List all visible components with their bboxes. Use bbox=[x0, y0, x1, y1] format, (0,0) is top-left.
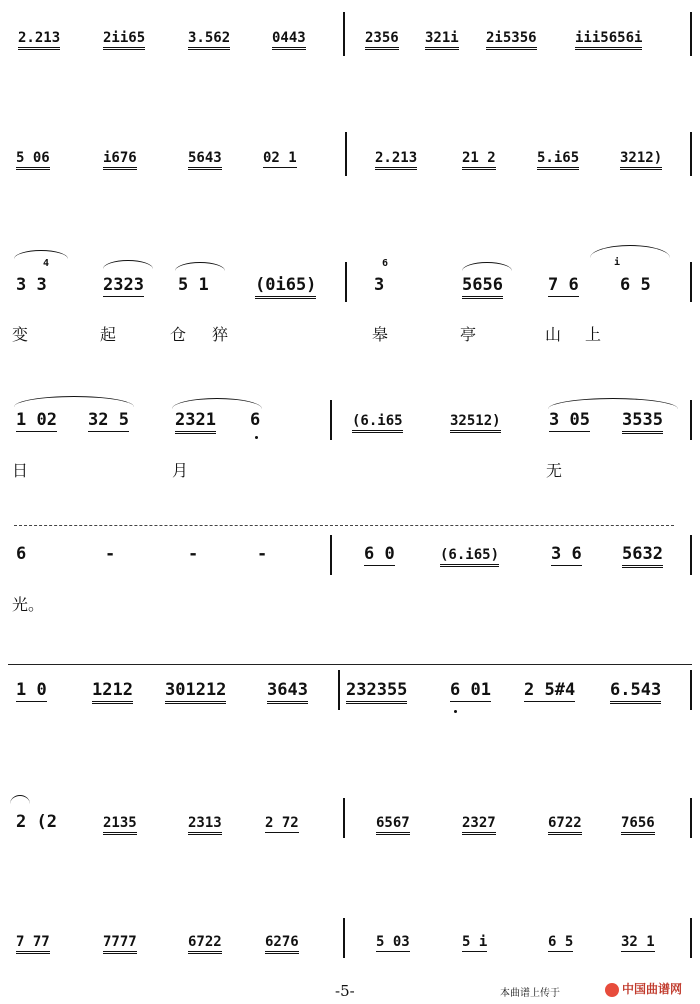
dash: - bbox=[188, 544, 199, 564]
note-group: 2 5#4 bbox=[524, 680, 576, 700]
note-group: 321i bbox=[425, 30, 459, 50]
note-group: 2313 bbox=[188, 815, 222, 835]
site-logo-icon bbox=[605, 983, 619, 997]
barline bbox=[343, 798, 345, 838]
lyric: 猝 bbox=[212, 325, 229, 344]
note-group: 5 i bbox=[462, 934, 488, 950]
barline bbox=[690, 918, 692, 958]
note-group: 2.213 bbox=[375, 150, 417, 170]
note-group: 6 5 bbox=[620, 275, 651, 295]
lower-octave-dot bbox=[255, 436, 258, 439]
note-group: 2135 bbox=[103, 815, 137, 835]
barline bbox=[330, 535, 332, 575]
note-group: 301212 bbox=[165, 680, 226, 704]
note-group: 3643 bbox=[267, 680, 308, 704]
note-group: 6 0 bbox=[364, 544, 395, 564]
note-group: 6567 bbox=[376, 815, 410, 835]
note-group: 3.562 bbox=[188, 30, 230, 50]
note-group: 2i5356 bbox=[486, 30, 537, 50]
note-group: 232355 bbox=[346, 680, 407, 704]
barline bbox=[343, 918, 345, 958]
note-group: 7777 bbox=[103, 934, 137, 954]
lyric: 仓 bbox=[170, 325, 187, 344]
note-group: 1 02 bbox=[16, 410, 57, 430]
note-group: 6 bbox=[250, 410, 261, 430]
lyric: 起 bbox=[100, 325, 117, 344]
barline bbox=[690, 400, 692, 440]
page-number: -5- bbox=[335, 982, 355, 1000]
note-group: 3 bbox=[374, 275, 385, 295]
system-line bbox=[8, 664, 692, 665]
note-group: 6 bbox=[16, 544, 27, 564]
note-group: 3535 bbox=[622, 410, 663, 434]
note-group: 32 1 bbox=[621, 934, 655, 950]
note-group: 1 0 bbox=[16, 680, 47, 700]
note-group: 2.213 bbox=[18, 30, 60, 50]
note-group: 6276 bbox=[265, 934, 299, 954]
barline bbox=[345, 132, 347, 176]
barline bbox=[690, 798, 692, 838]
barline bbox=[690, 535, 692, 575]
barline bbox=[345, 262, 347, 302]
note-group: 2323 bbox=[103, 275, 144, 295]
note-group: (0i65) bbox=[255, 275, 316, 299]
slur bbox=[462, 262, 512, 271]
note-group: 2 72 bbox=[265, 815, 299, 831]
note-group: 3 05 bbox=[549, 410, 590, 430]
note-group: 7656 bbox=[621, 815, 655, 835]
note-group: 7 77 bbox=[16, 934, 50, 954]
note-group: 1212 bbox=[92, 680, 133, 704]
long-tie bbox=[14, 525, 674, 526]
lyric: 山 bbox=[545, 325, 562, 344]
note-group: 32512) bbox=[450, 413, 501, 433]
lower-octave-dot bbox=[454, 710, 457, 713]
note-group: 6 01 bbox=[450, 680, 491, 700]
lyric: 皋 bbox=[372, 325, 389, 344]
source-credit-text: 本曲谱上传于 bbox=[500, 988, 560, 999]
lyric: 无 bbox=[546, 461, 563, 480]
slur bbox=[172, 398, 262, 409]
barline bbox=[338, 670, 340, 710]
barline bbox=[690, 670, 692, 710]
slur bbox=[10, 795, 30, 804]
barline bbox=[690, 12, 692, 56]
lyric: 变 bbox=[12, 325, 29, 344]
note-group: 7 6 bbox=[548, 275, 579, 295]
note-group: 3212) bbox=[620, 150, 662, 170]
note-group: 5 06 bbox=[16, 150, 50, 170]
note-group: 2 (2 bbox=[16, 812, 57, 832]
note-group: 3 3 bbox=[16, 275, 47, 295]
slur bbox=[175, 262, 225, 271]
note-group: 5643 bbox=[188, 150, 222, 170]
site-name: 中国曲谱网 bbox=[622, 982, 683, 996]
lyric: 上 bbox=[585, 325, 602, 344]
grace-note: 6 bbox=[382, 258, 389, 269]
barline bbox=[690, 262, 692, 302]
note-group: 6.543 bbox=[610, 680, 661, 704]
slur bbox=[14, 396, 134, 407]
note-group: 5 03 bbox=[376, 934, 410, 950]
dash: - bbox=[105, 544, 116, 564]
slur bbox=[103, 260, 153, 269]
barline bbox=[690, 132, 692, 176]
note-group: 6722 bbox=[548, 815, 582, 835]
note-group: 2327 bbox=[462, 815, 496, 835]
grace-note: 4 bbox=[43, 258, 50, 269]
lyric: 日 bbox=[12, 461, 29, 480]
slur bbox=[14, 250, 68, 259]
slur bbox=[548, 398, 678, 409]
barline bbox=[330, 400, 332, 440]
note-group: 6 5 bbox=[548, 934, 574, 950]
dash: - bbox=[257, 544, 268, 564]
note-group: 2ii65 bbox=[103, 30, 145, 50]
site-logo[interactable] bbox=[605, 980, 682, 997]
lyric: 光。 bbox=[12, 595, 45, 614]
lyric: 月 bbox=[172, 461, 189, 480]
note-group: 02 1 bbox=[263, 150, 297, 166]
note-group: 6722 bbox=[188, 934, 222, 954]
note-group: 0443 bbox=[272, 30, 306, 50]
grace-note: i bbox=[614, 257, 621, 268]
note-group: 5.i65 bbox=[537, 150, 579, 170]
note-group: 2321 bbox=[175, 410, 216, 434]
note-group: (6.i65 bbox=[352, 413, 403, 433]
note-group: i676 bbox=[103, 150, 137, 170]
note-group: 2356 bbox=[365, 30, 399, 50]
note-group: iii5656i bbox=[575, 30, 642, 50]
note-group: 5656 bbox=[462, 275, 503, 299]
barline bbox=[343, 12, 345, 56]
note-group: (6.i65) bbox=[440, 547, 499, 567]
note-group: 3 6 bbox=[551, 544, 582, 564]
note-group: 5632 bbox=[622, 544, 663, 568]
note-group: 21 2 bbox=[462, 150, 496, 170]
slur bbox=[590, 245, 670, 258]
note-group: 5 1 bbox=[178, 275, 209, 295]
note-group: 32 5 bbox=[88, 410, 129, 430]
lyric: 亭 bbox=[460, 325, 477, 344]
